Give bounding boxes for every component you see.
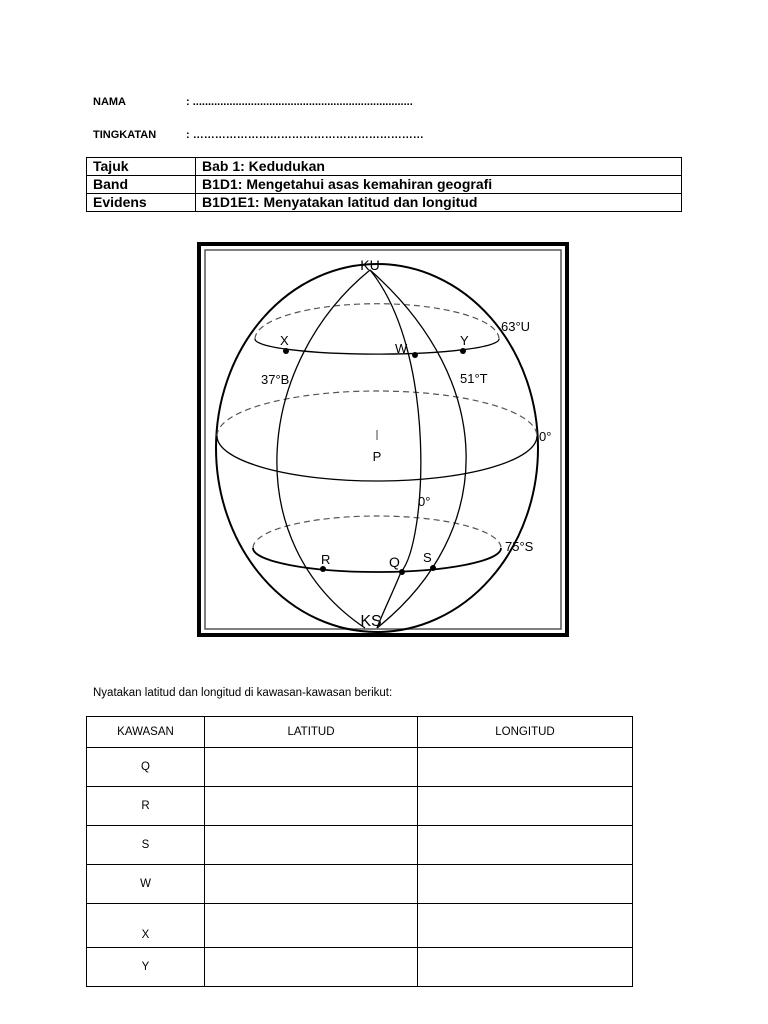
table-row — [87, 787, 633, 826]
latitud-answer-cell[interactable] — [205, 748, 418, 787]
meridian-37b — [277, 270, 370, 628]
nama-label: NAMA — [93, 96, 126, 108]
longitud-answer-cell[interactable] — [418, 748, 633, 787]
info-key: Evidens — [87, 194, 196, 212]
latitud-answer-cell[interactable] — [205, 904, 418, 948]
info-key: Tajuk — [87, 158, 196, 176]
label-point-r: R — [321, 552, 331, 567]
longitud-answer-cell[interactable] — [418, 904, 633, 948]
header-longitud: LONGITUD — [418, 717, 633, 748]
kawasan-cell: W — [87, 865, 205, 904]
nama-input-line[interactable]: : ........................................................................ — [186, 96, 413, 108]
lat-75-back — [253, 516, 501, 548]
point-s — [430, 565, 436, 571]
info-row-band — [87, 176, 682, 194]
lat-75-front — [253, 548, 501, 572]
answer-table-header — [87, 717, 633, 748]
label-point-w: W — [395, 341, 408, 356]
label-lat-75: 75°S — [505, 539, 534, 554]
label-lat-63: 63°U — [501, 319, 531, 334]
kawasan-cell: S — [87, 826, 205, 865]
equator-back — [217, 391, 537, 436]
answer-table — [86, 716, 633, 987]
label-lon-51: 51°T — [460, 371, 488, 386]
label-north-pole: KU — [360, 257, 380, 273]
longitud-answer-cell[interactable] — [418, 787, 633, 826]
longitud-answer-cell[interactable] — [418, 826, 633, 865]
kawasan-cell: X — [87, 904, 205, 948]
label-lat-0: 0° — [539, 429, 552, 444]
info-value: B1D1: Mengetahui asas kemahiran geografi — [196, 176, 682, 194]
table-row — [87, 826, 633, 865]
table-row — [87, 865, 633, 904]
header-kawasan: KAWASAN — [87, 717, 205, 748]
table-row — [87, 904, 633, 948]
point-y — [460, 348, 466, 354]
instruction-text: Nyatakan latitud dan longitud di kawasan-kawasan berikut: — [93, 687, 393, 699]
info-row-tajuk — [87, 158, 682, 176]
label-point-x: X — [280, 333, 289, 348]
info-value: B1D1E1: Menyatakan latitud dan longitud — [196, 194, 682, 212]
globe-outline — [216, 264, 538, 632]
label-lon-0: 0° — [418, 494, 431, 509]
label-south-pole: KS — [360, 613, 382, 630]
latitud-answer-cell[interactable] — [205, 826, 418, 865]
header-latitud: LATITUD — [205, 717, 418, 748]
label-lon-37: 37°B — [261, 372, 290, 387]
kawasan-cell: Q — [87, 748, 205, 787]
table-row — [87, 748, 633, 787]
point-x — [283, 348, 289, 354]
globe-diagram — [197, 242, 569, 637]
kawasan-cell: R — [87, 787, 205, 826]
point-q — [399, 569, 405, 575]
tingkatan-label: TINGKATAN — [93, 129, 157, 141]
longitud-answer-cell[interactable] — [418, 865, 633, 904]
latitud-answer-cell[interactable] — [205, 948, 418, 987]
table-row — [87, 948, 633, 987]
latitud-answer-cell[interactable] — [205, 787, 418, 826]
info-table — [86, 157, 682, 212]
info-key: Band — [87, 176, 196, 194]
label-center: P — [372, 449, 382, 464]
label-point-s: S — [423, 550, 432, 565]
tingkatan-input-line[interactable]: : ……………………………………………………… — [186, 129, 424, 141]
longitud-answer-cell[interactable] — [418, 948, 633, 987]
label-point-y: Y — [460, 333, 469, 348]
latitud-answer-cell[interactable] — [205, 865, 418, 904]
info-row-evidens — [87, 194, 682, 212]
meridian-51t — [370, 270, 466, 628]
info-value: Bab 1: Kedudukan — [196, 158, 682, 176]
point-w — [412, 352, 418, 358]
label-point-q: Q — [389, 554, 400, 570]
kawasan-cell: Y — [87, 948, 205, 987]
frame-outer — [199, 244, 567, 635]
